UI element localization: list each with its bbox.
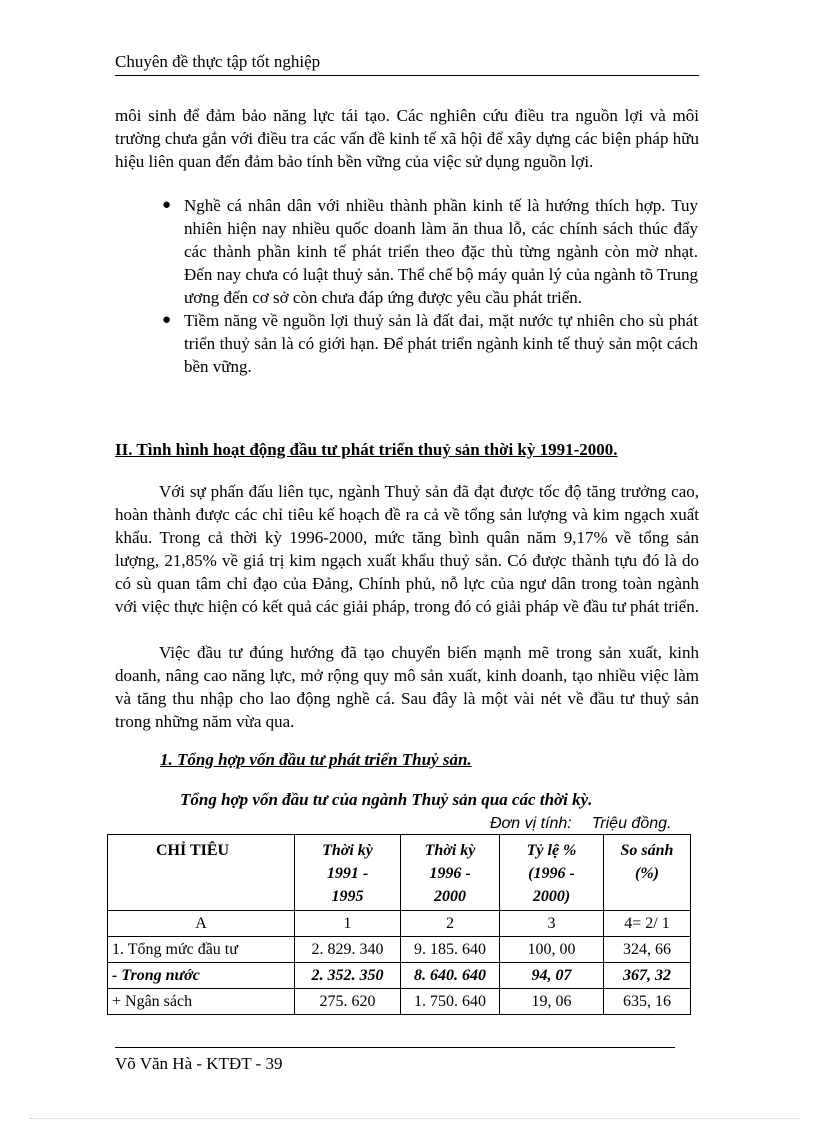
table-cell: 367, 32: [604, 963, 691, 989]
investment-table: [107, 834, 691, 1015]
bullet-text: Tiềm năng về nguồn lợi thuỷ sản là đất đai, mặt nước tự nhiên cho sù phát triển thuỷ sản là có giới hạn. Để phát triển ngành kinh tế thuỷ sản một cách bền vững.: [184, 311, 698, 376]
header-cell: So sánh (%): [604, 835, 691, 911]
paragraph-1: Với sự phấn đấu liên tục, ngành Thuỷ sản đã đạt được tốc độ tăng trưởng cao, hoàn thành được các chỉ tiêu kế hoạch đề ra cả về tổng sản lượng và kim ngạch xuất khẩu. Trong cả thời kỳ 1996-2000, mức tăng bình quân năm 9,17% về tổng sản lượng, 21,85% về giá trị kim ngạch xuất khẩu thuỷ sản. Có được thành tựu đó là do có sù quan tâm chỉ đạo của Đảng, Chính phủ, nỗ lực của ngư dân trong toàn ngành với việc thực hiện có kết quả các giải pháp, trong đó có giải pháp về đầu tư phát triển.: [115, 482, 699, 616]
unit-value: Triệu đồng.: [591, 815, 672, 832]
bullet-list: [160, 194, 698, 378]
bullet-text: Nghề cá nhân dân với nhiều thành phần kinh tế là hướng thích hợp. Tuy nhiên hiện nay nhiều quốc doanh làm ăn thua lỗ, các chính sách thúc đẩy các thành phần kinh tế phát triển theo đặc thù từng ngành còn mờ nhạt. Đến nay chưa có luật thuỷ sản. Thể chế bộ máy quản lý của ngành tõ Trung ương đến cơ sở còn chưa đáp ứng được yêu cầu phát triển.: [184, 196, 698, 307]
table-cell: 1. Tổng mức đầu tư: [108, 937, 295, 963]
table-cell: A: [108, 911, 295, 937]
header-cell: Thời kỳ 1991 - 1995: [295, 835, 401, 911]
page-header: [115, 52, 699, 76]
header-cell: Thời kỳ 1996 - 2000: [401, 835, 500, 911]
table-cell: 4= 2/ 1: [604, 911, 691, 937]
table-cell: 2. 352. 350: [295, 963, 401, 989]
table-cell: 1: [295, 911, 401, 937]
table-cell: 2. 829. 340: [295, 937, 401, 963]
intro-paragraph: môi sinh để đảm bảo năng lực tái tạo. Các nghiên cứu điều tra nguồn lợi và môi trường chưa gắn với điều tra các vấn đề kinh tế xã hội để xây dựng các biện pháp hữu hiệu liên quan đến đảm bảo tính bền vững của việc sử dụng nguồn lợi.: [115, 106, 699, 171]
table-row: [108, 963, 691, 989]
unit-label: Đơn vị tính:: [490, 815, 572, 832]
paragraph-2: Việc đầu tư đúng hướng đã tạo chuyển biến mạnh mẽ trong sản xuất, kinh doanh, nâng cao năng lực, mở rộng quy mô sản xuất, kinh doanh, tạo nhiều việc làm và tăng thu nhập cho lao động nghề cá. Sau đây là một vài nét về đầu tư thuỷ sản trong những năm vừa qua.: [115, 643, 699, 731]
footer-author: Võ Văn Hà - KTĐT - 39: [115, 1054, 283, 1073]
list-item: [160, 194, 698, 309]
table-cell: - Trong nước: [108, 963, 295, 989]
unit-line: [490, 815, 671, 833]
table-cell: 275. 620: [295, 989, 401, 1015]
table-header-row: [108, 835, 691, 911]
table-cell: 9. 185. 640: [401, 937, 500, 963]
header-cell: Tỷ lệ % (1996 - 2000): [500, 835, 604, 911]
table-cell: 8. 640. 640: [401, 963, 500, 989]
table-title: Tổng hợp vốn đầu tư của ngành Thuỷ sản qua các thời kỳ.: [180, 790, 593, 809]
table-cell: 1. 750. 640: [401, 989, 500, 1015]
bullet-icon: ●: [162, 312, 172, 328]
table-cell: 100, 00: [500, 937, 604, 963]
header-cell: CHỈ TIÊU: [108, 835, 295, 911]
page-footer: [115, 1047, 675, 1074]
table-cell: 324, 66: [604, 937, 691, 963]
table-cell: 19, 06: [500, 989, 604, 1015]
table-cell: 94, 07: [500, 963, 604, 989]
subsection-title: 1. Tổng hợp vốn đầu tư phát triển Thuỷ sản.: [160, 750, 472, 769]
table-cell: + Ngân sách: [108, 989, 295, 1015]
list-item: [160, 309, 698, 378]
section-title: II. Tình hình hoạt động đầu tư phát triển thuỷ sản thời kỳ 1991-2000.: [115, 440, 618, 459]
header-title: Chuyên đề thực tập tốt nghiệp: [115, 52, 321, 71]
page-edge-divider: [30, 1118, 800, 1119]
table-row: [108, 989, 691, 1015]
table-cell: 3: [500, 911, 604, 937]
table-cell: 2: [401, 911, 500, 937]
table-cell: 635, 16: [604, 989, 691, 1015]
bullet-icon: ●: [162, 197, 172, 213]
table-row: [108, 911, 691, 937]
table-row: [108, 937, 691, 963]
